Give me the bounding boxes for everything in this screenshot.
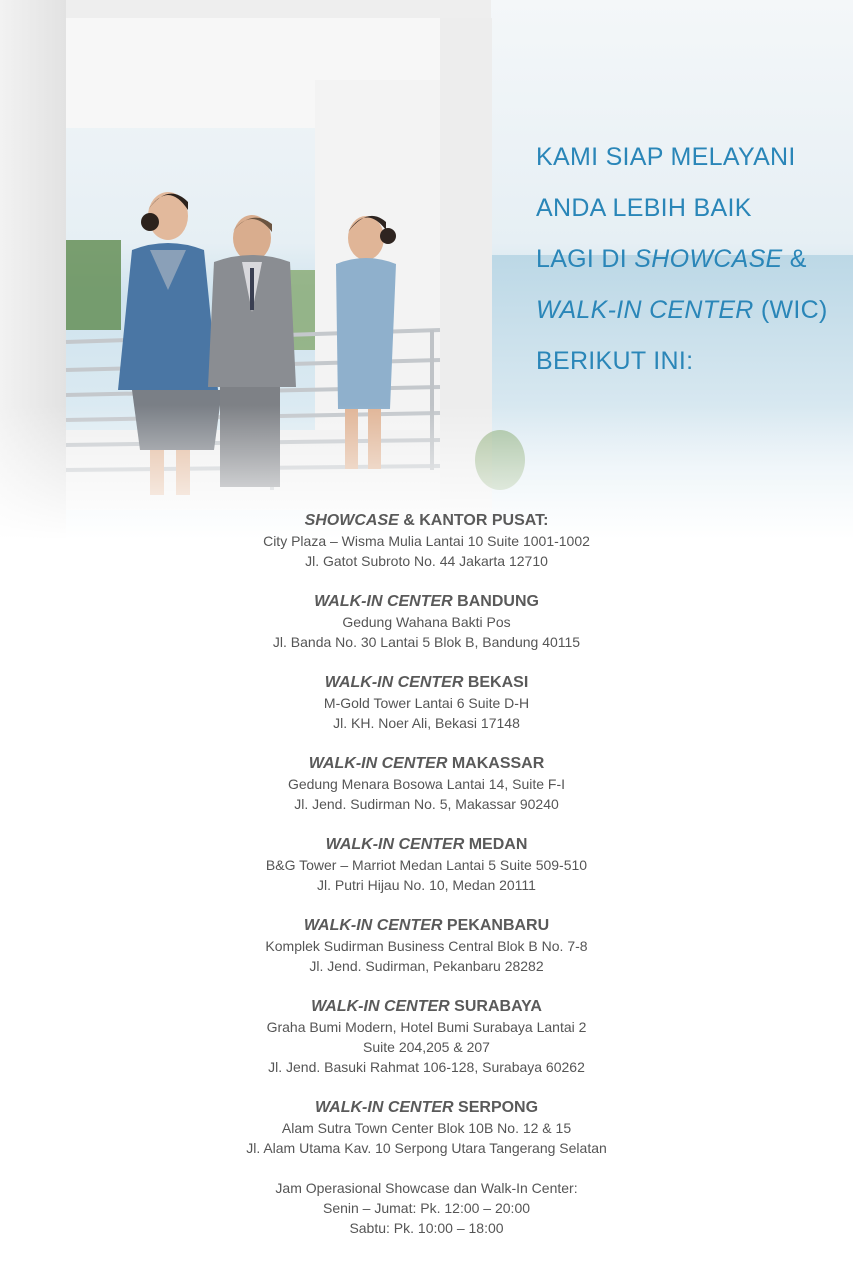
- location-address-line: Jl. Banda No. 30 Lantai 5 Blok B, Bandung 40115: [272, 634, 581, 650]
- location-block: [0, 1097, 853, 1158]
- headline-walk-in-center: WALK-IN CENTER: [536, 296, 754, 324]
- headline: [536, 132, 836, 387]
- location-title: [0, 834, 853, 855]
- location-title: [0, 996, 853, 1017]
- location-title-name: MAKASSAR: [447, 755, 545, 772]
- location-title: [0, 753, 853, 774]
- hero-photo: [0, 0, 853, 540]
- location-address-line: City Plaza – Wisma Mulia Lantai 10 Suite 1001-1002: [263, 533, 590, 549]
- location-address-line: Suite 204,205 & 207: [363, 1039, 490, 1055]
- location-title-italic: WALK-IN CENTER: [308, 755, 448, 772]
- location-title-name: MEDAN: [464, 836, 528, 853]
- location-address-line: Jl. Jend. Basuki Rahmat 106-128, Surabaya 60262: [268, 1059, 585, 1075]
- location-block: [0, 915, 853, 976]
- locations-list: [0, 510, 853, 1258]
- location-block: [0, 672, 853, 733]
- location-title-italic: WALK-IN CENTER: [314, 1099, 454, 1116]
- location-title-italic: WALK-IN CENTER: [325, 836, 465, 853]
- hours-title: Jam Operasional Showcase dan Walk-In Center:: [275, 1180, 578, 1196]
- location-address-line: B&G Tower – Marriot Medan Lantai 5 Suite 509-510: [265, 857, 588, 873]
- location-address-line: Jl. Alam Utama Kav. 10 Serpong Utara Tangerang Selatan: [246, 1140, 607, 1156]
- location-block: [0, 591, 853, 652]
- headline-line-3-prefix: LAGI DI: [536, 245, 635, 273]
- location-title: [0, 510, 853, 531]
- location-title-name: BEKASI: [463, 674, 529, 691]
- location-block: [0, 834, 853, 895]
- headline-line-2: ANDA LEBIH BAIK: [536, 194, 752, 222]
- location-title-name: PEKANBARU: [442, 917, 550, 934]
- headline-line-5: BERIKUT INI:: [536, 347, 694, 375]
- location-address-line: Alam Sutra Town Center Blok 10B No. 12 & 15: [281, 1120, 572, 1136]
- location-title: [0, 672, 853, 693]
- location-address-line: M-Gold Tower Lantai 6 Suite D-H: [323, 695, 530, 711]
- location-address-line: Gedung Menara Bosowa Lantai 14, Suite F-I: [287, 776, 566, 792]
- location-title-name: SURABAYA: [449, 998, 542, 1015]
- location-title: [0, 1097, 853, 1118]
- location-title-italic: SHOWCASE: [304, 512, 399, 529]
- location-title-italic: WALK-IN CENTER: [314, 593, 453, 610]
- location-title-name: BANDUNG: [452, 593, 539, 610]
- location-address-line: Jl. Jend. Sudirman No. 5, Makassar 90240: [294, 796, 559, 812]
- location-block: [0, 753, 853, 814]
- headline-line-1: KAMI SIAP MELAYANI: [536, 143, 796, 171]
- location-title-italic: WALK-IN CENTER: [324, 674, 464, 691]
- locations-container: [0, 510, 853, 1158]
- location-title: [0, 915, 853, 936]
- location-block: [0, 510, 853, 571]
- headline-line-3-suffix: &: [782, 245, 807, 273]
- location-title-name: SERPONG: [453, 1099, 539, 1116]
- location-title: [0, 591, 853, 612]
- headline-line-4: [536, 285, 836, 336]
- headline-line-3: [536, 234, 836, 285]
- hours-saturday: Sabtu: Pk. 10:00 – 18:00: [349, 1220, 504, 1236]
- location-address-line: Gedung Wahana Bakti Pos: [342, 614, 511, 630]
- location-address-line: Graha Bumi Modern, Hotel Bumi Surabaya Lantai 2: [266, 1019, 587, 1035]
- location-address-line: Jl. Putri Hijau No. 10, Medan 20111: [317, 877, 536, 893]
- hours-weekday: Senin – Jumat: Pk. 12:00 – 20:00: [322, 1200, 531, 1216]
- location-address-line: Jl. Jend. Sudirman, Pekanbaru 28282: [309, 958, 544, 974]
- location-block: [0, 996, 853, 1077]
- location-title-italic: WALK-IN CENTER: [311, 998, 450, 1015]
- location-address-line: Jl. Gatot Subroto No. 44 Jakarta 12710: [305, 553, 548, 569]
- location-address-line: Komplek Sudirman Business Central Blok B No. 7-8: [265, 938, 588, 954]
- headline-line-4-suffix: (WIC): [753, 296, 828, 324]
- location-title-name: & KANTOR PUSAT:: [398, 512, 549, 529]
- location-address-line: Jl. KH. Noer Ali, Bekasi 17148: [333, 715, 520, 731]
- headline-showcase: SHOWCASE: [634, 245, 783, 273]
- location-title-italic: WALK-IN CENTER: [303, 917, 443, 934]
- operating-hours: [0, 1178, 853, 1238]
